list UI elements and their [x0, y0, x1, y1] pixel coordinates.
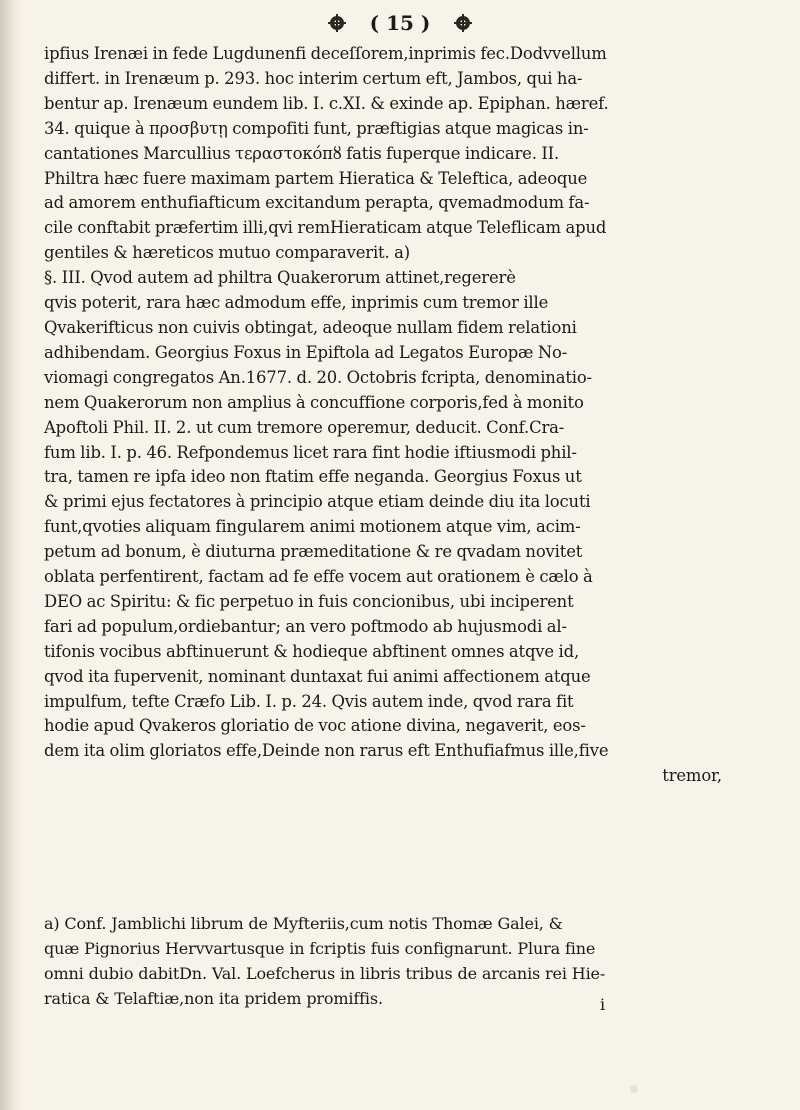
text-line: & primi ejus fectatores à principio atque etiam deinde diu ita locuti: [44, 492, 591, 512]
text-line: DEO ac Spiritu: & fic perpetuo in fuis concionibus, ubi inciperent: [44, 591, 574, 611]
text-line: nem Quakerorum non amplius à concuffione corporis,fed à monito: [44, 392, 584, 412]
text-line: cantationes Marcullius τεραστοκόπȣ fatis fuperque indicare. II.: [44, 143, 560, 163]
text-line: qvis poterit, rara hæc admodum effe, inprimis cum tremor ille: [44, 293, 549, 313]
fleuron-right-icon: [452, 12, 474, 34]
text-line: dem ita olim gloriatos effe,Deinde non rarus eft Enthufiafmus ille,five: [44, 741, 609, 761]
text-line: hodie apud Qvakeros gloriatio de voc atione divina, negaverit, eos-: [44, 716, 586, 736]
fleuron-left-icon: [326, 12, 348, 34]
text-line: fum lib. I. p. 46. Refpondemus licet rara fint hodie iftiusmodi phil-: [44, 442, 577, 462]
text-line: 34. quique à προσβυτῃ compofiti funt, præftigias atque magicas in-: [44, 118, 589, 138]
text-line: viomagi congregatos An.1677. d. 20. Octobris fcripta, denominatio-: [44, 367, 592, 387]
text-line: differt. in Irenæum p. 293. hoc interim certum eft, Jambos, qui ha-: [44, 68, 583, 88]
page-binding-edge: [0, 0, 22, 1110]
page-number: ( 15 ): [369, 11, 431, 35]
text-line: impulfum, tefte Cræfo Lib. I. p. 24. Qvis autem inde, qvod rara fit: [44, 691, 574, 711]
text-line: bentur ap. Irenæum eundem lib. I. c.XI. & exinde ap. Epiphan. hæref.: [44, 93, 609, 113]
text-line: cile conftabit præfertim illi,qvi remHieraticam atque Teleflicam apud: [44, 218, 607, 238]
ink-smudge: [630, 1085, 638, 1093]
text-line: Qvakerifticus non cuivis obtingat, adeoque nullam fidem relationi: [44, 317, 577, 337]
text-line: ad amorem enthufiafticum excitandum perapta, qvemadmodum fa-: [44, 193, 590, 213]
signature-mark: i: [600, 995, 606, 1014]
page-header: [0, 8, 800, 38]
footnotes: [44, 912, 762, 1012]
footnote-line: omni dubio dabitDn. Val. Loefcherus in libris tribus de arcanis rei Hie-: [44, 963, 606, 983]
text-line: Apoftoli Phil. II. 2. ut cum tremore operemur, deducit. Conf.Cra-: [44, 417, 565, 437]
text-line: Philtra hæc fuere maximam partem Hieratica & Teleftica, adeoque: [44, 168, 588, 188]
text-line: funt,qvoties aliquam fingularem animi motionem atque vim, acim-: [44, 517, 581, 537]
text-line: oblata perfentirent, factam ad fe effe vocem aut orationem è cælo à: [44, 567, 593, 587]
text-line: adhibendam. Georgius Foxus in Epiftola ad Legatos Europæ No-: [44, 342, 568, 362]
text-line: §. III. Qvod autem ad philtra Quakerorum attinet,regererè: [44, 268, 516, 288]
main-text: [44, 42, 762, 789]
footnote-line: a) Conf. Jamblichi librum de Myfteriis,cum notis Thomæ Galei, &: [44, 914, 563, 933]
footnote-line: quæ Pignorius Hervvartusque in fcriptis fuis confignarunt. Plura fine: [44, 938, 596, 958]
footnote-line: ratica & Telaftiæ,non ita pridem promiffis.: [44, 988, 383, 1008]
text-line: ipfius Irenæi in fede Lugdunenfi deceſſorem,inprimis fec.Dodvvellum: [44, 44, 607, 63]
text-line: petum ad bonum, è diuturna præmeditatione & re qvadam novitet: [44, 542, 583, 562]
text-line: gentiles & hæreticos mutuo comparaverit. a): [44, 243, 410, 263]
text-line: qvod ita fupervenit, nominant duntaxat fui animi affectionem atque: [44, 666, 591, 686]
text-line: fari ad populum,ordiebantur; an vero poftmodo ab hujusmodi al-: [44, 616, 567, 636]
text-line: tifonis vocibus abftinuerunt & hodieque abftinent omnes atqve id,: [44, 641, 580, 661]
text-line: tra, tamen re ipfa ideo non ftatim effe neganda. Georgius Foxus ut: [44, 467, 582, 487]
catchword: tremor,: [662, 766, 722, 786]
